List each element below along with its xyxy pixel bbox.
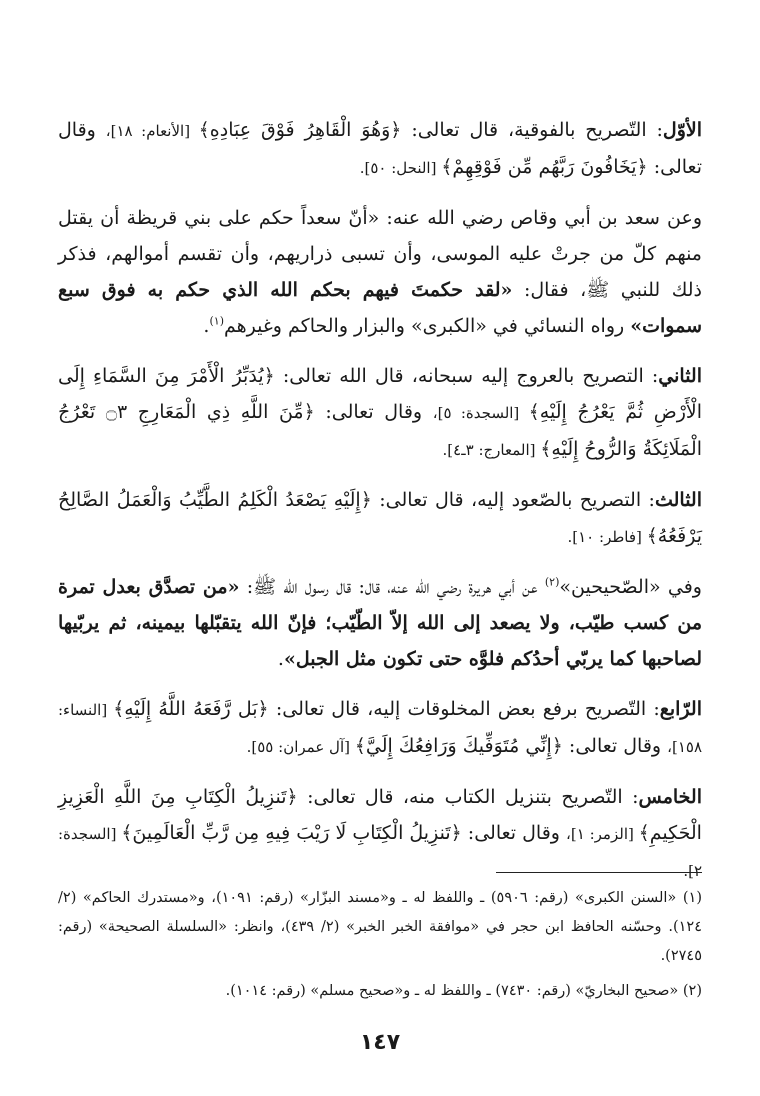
paragraph-text: وعن سعد بن أبي وقاص رضي الله عنه: «أنّ سعداً حكم على بني قريظة أن يقتل منهم كلّ من جرتْ عليه الموسى، وأن تسبى ذراريهم، وأن تقسم أموالهم، فذكر ذلك للنبي ﷺ، فقال:	[58, 207, 703, 301]
paragraph-end: .	[203, 315, 210, 337]
footnote-2: (٢) «صحيح البخاريّ» (رقم: ٧٤٣٠) ـ واللفظ له ـ و«صحيح مسلم» (رقم: ١٠١٤).	[225, 983, 702, 999]
verse-reference: [السجدة: ٥]،	[432, 404, 529, 422]
verse-reference: [النحل: ٥٠].	[359, 159, 442, 177]
paragraph-end: .	[277, 648, 284, 670]
quran-verse: ﴿تَنزِيلُ الْكِتَابِ لَا رَيْبَ فِيهِ مِن رَّبِّ الْعَالَمِينَ﴾	[121, 822, 462, 844]
footnote-ref[interactable]: (٢)	[544, 575, 560, 589]
paragraph-text: رواه النسائي في «الكبرى» والبزار والحاكم وغيرهم	[223, 315, 631, 337]
heading-first: الأوّل	[662, 119, 703, 141]
paragraph-first	[58, 112, 702, 186]
paragraph-hadith-sahihayn	[58, 569, 702, 677]
paragraph-text: : التّصريح بالفوقية، قال تعالى:	[401, 119, 663, 141]
verse-reference: [النساء: ١٥٨]،	[58, 701, 702, 756]
quran-verse: ﴿تَنزِيلُ الْكِتَابِ مِنَ اللَّهِ الْعَزِيزِ الْحَكِيمِ﴾	[58, 786, 702, 844]
quran-verse: ﴿يُدَبِّرُ الْأَمْرَ مِنَ السَّمَاءِ إِلَى الْأَرْضِ ثُمَّ يَعْرُجُ إِلَيْهِ﴾	[58, 365, 703, 423]
paragraph-text: وقال تعالى:	[314, 401, 433, 423]
heading-fourth: الرّابع	[659, 698, 702, 720]
quran-verse: ﴿مِّنَ اللَّهِ ذِي الْمَعَارِجِ ۝٣ تَعْرُجُ الْمَلَائِكَةُ وَالرُّوحُ إِلَيْهِ﴾	[58, 401, 702, 460]
verse-reference: [الأنعام: ١٨]،	[105, 122, 199, 140]
heading-second: الثاني	[658, 365, 702, 387]
paragraph-text: : التصريح بالعروج إليه سبحانه، قال الله تعالى:	[274, 365, 659, 387]
quran-verse: ﴿بَل رَّفَعَهُ اللَّهُ إِلَيْهِ﴾	[113, 698, 269, 720]
paragraph-text: وقال تعالى:	[461, 822, 567, 844]
paragraph-second	[58, 358, 702, 468]
quran-verse: ﴿إِلَيْهِ يَصْعَدُ الْكَلِمُ الطَّيِّبُ وَالْعَمَلُ الصَّالِحُ يَرْفَعُهُ﴾	[58, 489, 702, 547]
heading-fifth: الخامس	[638, 786, 702, 808]
paragraph-text: عن أبي هريرة رضي الله عنه، قال: قال رسول الله ﷺ:	[239, 576, 545, 598]
paragraph-text: : التصريح بالصّعود إليه، قال تعالى:	[371, 489, 655, 511]
footnote-ref[interactable]: (١)	[209, 314, 224, 328]
quran-verse: ﴿إِنِّي مُتَوَفِّيكَ وَرَافِعُكَ إِلَيَّ﴾	[354, 735, 563, 757]
paragraph-third	[58, 482, 702, 555]
verse-reference: [السجدة: ٢].	[58, 825, 702, 880]
footnote-1: (١) «السنن الكبرى» (رقم: ٥٩٠٦) ـ واللفظ له ـ و«مسند البزّار» (رقم: ١٠٩١)، و«مستدرك الحاكم» (٢/ ١٢٤). وحسّنه الحافظ ابن حجر في «موافقة الخبر الخبر» (٢/ ٤٣٩)، وانظر: «السلسلة الصحيحة» (رقم: ٢٧٤٥).	[58, 890, 703, 964]
page-number: ١٤٧	[359, 1030, 401, 1055]
paragraph-hadith-saad	[58, 200, 702, 344]
paragraph-text: وقال تعالى:	[562, 735, 668, 757]
footnotes	[58, 884, 702, 1006]
footnote-divider	[496, 872, 702, 873]
quran-verse: ﴿يَخَافُونَ رَبَّهُم مِّن فَوْقِهِمْ﴾	[441, 156, 648, 178]
verse-reference: [الزمر: ١]،	[566, 825, 639, 843]
paragraph-text: وقال تعالى:	[58, 119, 702, 178]
verse-reference: [فاطر: ١٠].	[567, 528, 647, 546]
verse-reference: [آل عمران: ٥٥].	[246, 738, 355, 756]
heading-third: الثالث	[654, 489, 702, 511]
paragraph-text: : التّصريح بتنزيل الكتاب منه، قال تعالى:	[297, 786, 639, 808]
paragraph-text: : التّصريح برفع بعض المخلوقات إليه، قال تعالى:	[268, 698, 660, 720]
hadith-quote: «من تصدَّق بعدل تمرة من كسب طيّب، ولا يصعد إلى الله إلاّ الطّيّب؛ فإنّ الله يتقبّلها بيمينه، ثم يربّيها لصاحبها كما يربّي أحدُكم فلوَّه حتى تكون مثل الجبل»	[58, 576, 702, 670]
paragraph-fourth	[58, 691, 702, 765]
hadith-quote: «لقد حكمتَ فيهم بحكم الله الذي حكم به فوق سبع سموات»	[58, 279, 702, 337]
verse-reference: [المعارج: ٣ـ٤].	[442, 441, 541, 459]
quran-verse: ﴿وَهُوَ الْقَاهِرُ فَوْقَ عِبَادِهِ﴾	[198, 119, 402, 141]
paragraph-text: وفي «الصّحيحين»	[559, 576, 702, 598]
